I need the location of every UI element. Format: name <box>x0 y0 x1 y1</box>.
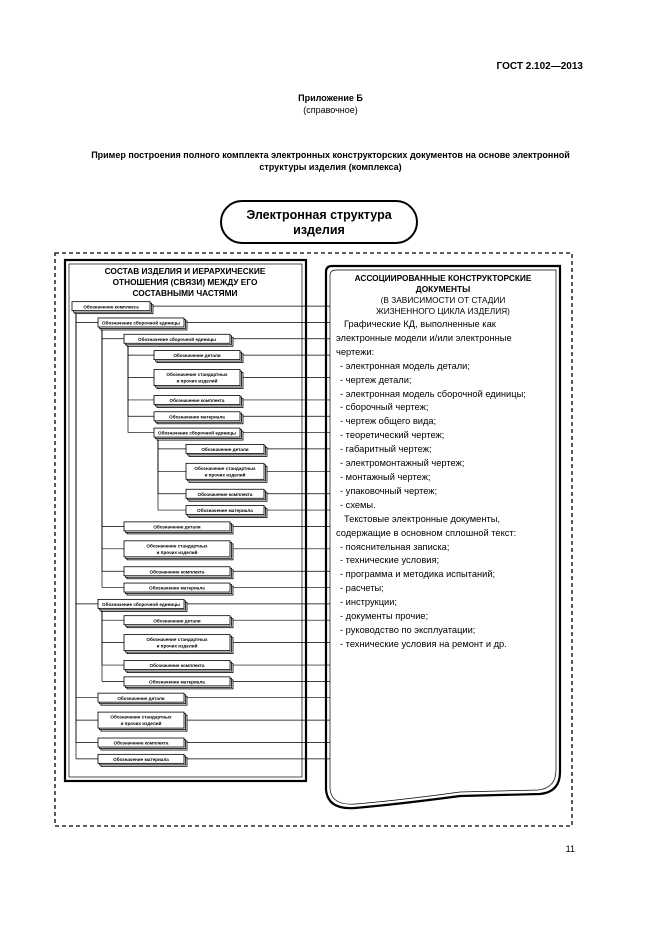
graphic-doc-item: - чертеж общего вида; <box>340 416 437 427</box>
node-label: Обозначение материала <box>169 414 225 420</box>
graphic-doc-item: - монтажный чертеж; <box>340 471 431 482</box>
tree-nodes <box>72 302 267 767</box>
text-doc-item: - программа и методика испытаний; <box>340 569 496 580</box>
tree-node-box <box>72 302 153 314</box>
text-doc-item: - технические условия на ремонт и др. <box>340 638 507 649</box>
tree-node-box <box>154 428 243 440</box>
tree-node-box <box>98 318 187 330</box>
node-label: Обозначение стандартных <box>146 637 208 643</box>
node-label: Обозначение комплекта <box>113 740 169 746</box>
text-doc-item: - руководство по эксплуатации; <box>340 624 476 635</box>
text-doc-item: - инструкции; <box>340 597 397 608</box>
composition-panel-title <box>105 266 266 298</box>
figure-caption-line-2: структуры изделия (комплекса) <box>259 162 402 172</box>
associated-documents-list <box>336 318 560 652</box>
appendix-title: Приложение Б <box>298 93 363 103</box>
tree-node-box <box>154 395 243 407</box>
tree-node-box <box>124 541 233 560</box>
node-label: и прочих изделий <box>156 643 198 649</box>
node-label: Обозначение детали <box>153 524 201 530</box>
node-label: Обозначение материала <box>149 679 205 685</box>
graphic-doc-item: - чертеж детали; <box>340 374 412 385</box>
graphic-doc-item: - теоретический чертеж; <box>340 430 445 441</box>
tree-node-box <box>98 738 187 750</box>
node-label: Обозначение сборочной единицы <box>158 430 236 436</box>
tree-node-box <box>98 693 187 705</box>
node-label: Обозначение стандартных <box>110 714 172 720</box>
graphic-docs-intro-line-1: Графические КД, выполненные как <box>344 319 496 329</box>
node-label: Обозначение комплекта <box>169 398 225 404</box>
text-doc-item: - расчеты; <box>340 583 384 594</box>
graphic-docs-intro-line-2: электронные модели и/или электронные <box>336 332 512 343</box>
node-label: Обозначение стандартных <box>166 372 228 378</box>
node-label: Обозначение сборочной единицы <box>102 601 180 607</box>
tree-node-box <box>124 567 233 579</box>
figure-caption-line-1: Пример построения полного комплекта электронных конструкторских документов на основе электронной <box>91 150 570 160</box>
node-label: Обозначение детали <box>201 446 249 452</box>
graphic-doc-item: - габаритный чертеж; <box>340 444 432 455</box>
node-label: Обозначение сборочной единицы <box>138 336 216 342</box>
text-doc-item: - пояснительная записка; <box>340 541 450 552</box>
node-label: Обозначение комплекта <box>149 569 205 575</box>
tree-node-box <box>124 635 233 654</box>
node-label: и прочих изделий <box>176 378 218 384</box>
composition-title-line-2: ОТНОШЕНИЯ (СВЯЗИ) МЕЖДУ ЕГО <box>112 277 258 287</box>
documents-title-line-2: ДОКУМЕНТЫ <box>415 284 471 294</box>
node-label: Обозначение материала <box>197 508 253 514</box>
tree-node-box <box>124 661 233 673</box>
node-label: и прочих изделий <box>156 549 198 555</box>
node-label: Обозначение комплекса <box>83 304 139 310</box>
node-label: Обозначение материала <box>113 756 169 762</box>
tree-node-box <box>154 351 243 363</box>
tree-node-box <box>98 712 187 731</box>
tree-node-box <box>186 463 267 482</box>
node-label: Обозначение материала <box>149 585 205 591</box>
tree-node-box <box>124 334 233 346</box>
composition-title-line-3: СОСТАВНЫМИ ЧАСТЯМИ <box>132 288 238 298</box>
node-label: Обозначение стандартных <box>194 465 256 471</box>
graphic-doc-item: - электронная модель детали; <box>340 360 470 371</box>
node-label: Обозначение комплекта <box>197 491 253 497</box>
composition-title-line-1: СОСТАВ ИЗДЕЛИЯ И ИЕРАРХИЧЕСКИЕ <box>104 266 266 276</box>
graphic-doc-item: - упаковочный чертеж; <box>340 485 438 496</box>
node-label: Обозначение комплекта <box>149 663 205 669</box>
documents-title-line-4: ЖИЗНЕННОГО ЦИКЛА ИЗДЕЛИЯ) <box>376 306 510 316</box>
tree-node-box <box>98 754 187 766</box>
text-docs-intro-line-1: Текстовые электронные документы, <box>344 513 500 524</box>
node-label: Обозначение детали <box>153 618 201 624</box>
tree-node-box <box>124 522 233 534</box>
node-label: и прочих изделий <box>204 472 246 478</box>
tree-node-box <box>186 489 267 501</box>
tree-node-box <box>186 444 267 456</box>
graphic-doc-item: - схемы. <box>340 499 376 510</box>
page-number: 11 <box>565 844 575 854</box>
graphic-doc-item: - электронная модель сборочной единицы; <box>340 388 526 399</box>
graphic-docs-intro-line-3: чертежи: <box>336 346 375 357</box>
documents-panel-title <box>355 273 532 316</box>
tree-node-box <box>186 506 267 518</box>
node-label: Обозначение сборочной единицы <box>102 320 180 326</box>
standard-number: ГОСТ 2.102—2013 <box>496 61 583 72</box>
graphic-doc-item: - электромонтажный чертеж; <box>340 458 465 469</box>
tree-node-box <box>124 583 233 595</box>
text-doc-item: - технические условия; <box>340 555 440 566</box>
documents-title-line-3: (В ЗАВИСИМОСТИ ОТ СТАДИИ <box>380 295 506 305</box>
tree-node-box <box>98 599 187 611</box>
root-node-line-2: изделия <box>293 223 345 237</box>
node-label: Обозначение детали <box>173 353 221 359</box>
appendix-subtitle: (справочное) <box>303 105 358 115</box>
node-label: Обозначение стандартных <box>146 543 208 549</box>
node-label: и прочих изделий <box>120 721 162 727</box>
text-doc-item: - документы прочие; <box>340 611 429 622</box>
text-docs-intro-line-2: содержащие в основном сплошной текст: <box>336 527 517 538</box>
documents-title-line-1: АССОЦИИРОВАННЫЕ КОНСТРУКТОРСКИЕ <box>354 273 532 283</box>
tree-node-box <box>124 677 233 689</box>
tree-node-box <box>154 370 243 389</box>
graphic-doc-item: - сборочный чертеж; <box>340 402 429 413</box>
tree-node-box <box>124 616 233 628</box>
tree-node-box <box>154 412 243 424</box>
node-label: Обозначение детали <box>117 695 165 701</box>
root-node-line-1: Электронная структура <box>246 208 392 222</box>
